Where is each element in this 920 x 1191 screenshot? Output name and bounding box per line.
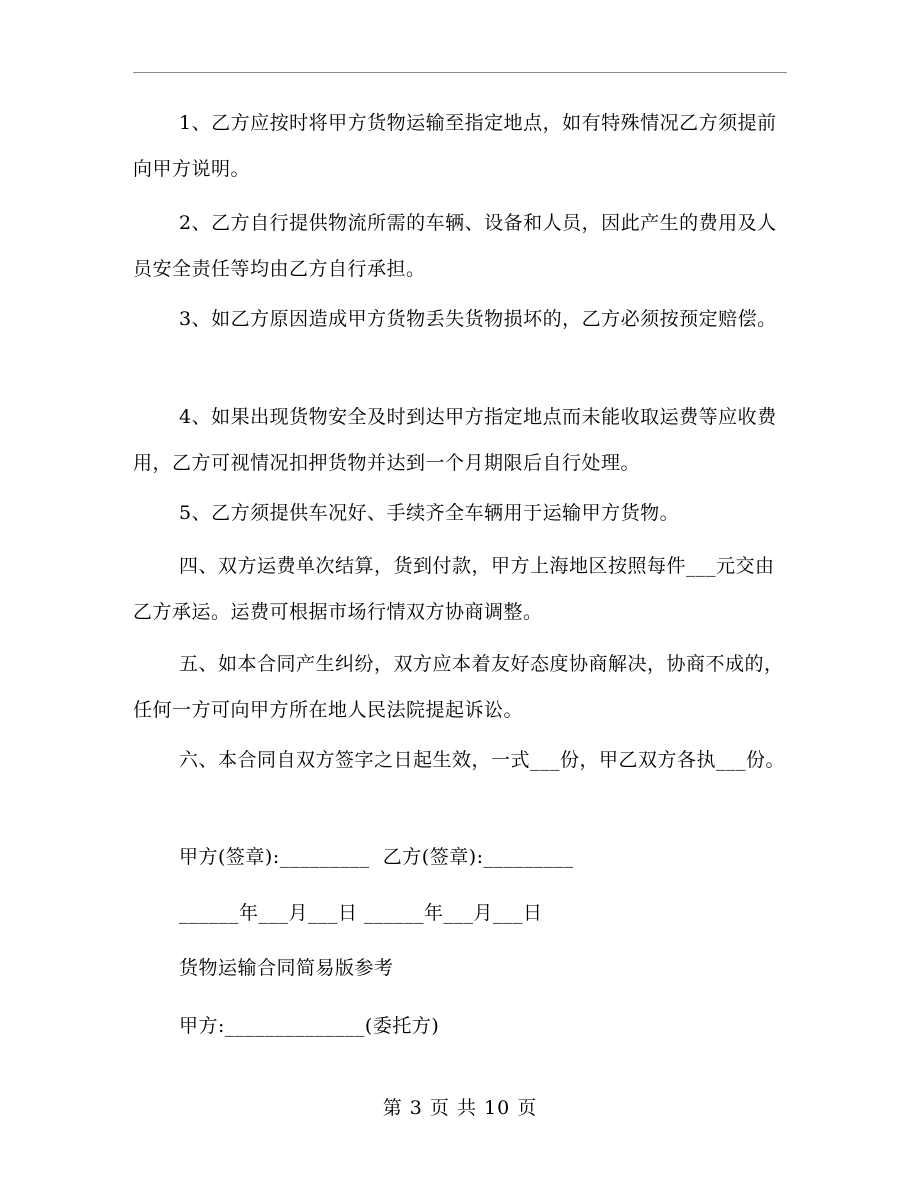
clause-fee-settlement: 四、双方运费单次结算，货到付款，甲方上海地区按照每件___元交由乙方承运。运费可根据市场行情双方协商调整。 [133, 555, 775, 623]
date-line: ______年___月___日 ______年___月___日 [179, 902, 543, 924]
clause-5: 5、乙方须提供车况好、手续齐全车辆用于运输甲方货物。 [179, 502, 680, 524]
clause-3: 3、如乙方原因造成甲方货物丢失货物损坏的，乙方必须按预定赔偿。 [179, 308, 777, 330]
page-footer: 第 3 页 共 10 页 [382, 1097, 538, 1119]
signature-line: 甲方(签章):_________ 乙方(签章):_________ [179, 846, 574, 868]
next-contract-title: 货物运输合同简易版参考 [179, 957, 394, 979]
party-a-line: 甲方:______________(委托方) [179, 1015, 440, 1037]
clause-2: 2、乙方自行提供物流所需的车辆、设备和人员，因此产生的费用及人员安全责任等均由乙方自行承担。 [133, 212, 777, 280]
header-rule [133, 72, 787, 73]
clause-4: 4、如果出现货物安全及时到达甲方指定地点而未能收取运费等应收费用，乙方可视情况扣押货物并达到一个月期限后自行处理。 [133, 406, 777, 474]
clause-dispute: 五、如本合同产生纠纷，双方应本着友好态度协商解决，协商不成的，任何一方可向甲方所在地人民法院提起诉讼。 [133, 653, 784, 721]
clause-effective: 六、本合同自双方签字之日起生效，一式___份，甲乙双方各执___份。 [179, 749, 786, 771]
clause-1: 1、乙方应按时将甲方货物运输至指定地点，如有特殊情况乙方须提前向甲方说明。 [133, 112, 777, 180]
